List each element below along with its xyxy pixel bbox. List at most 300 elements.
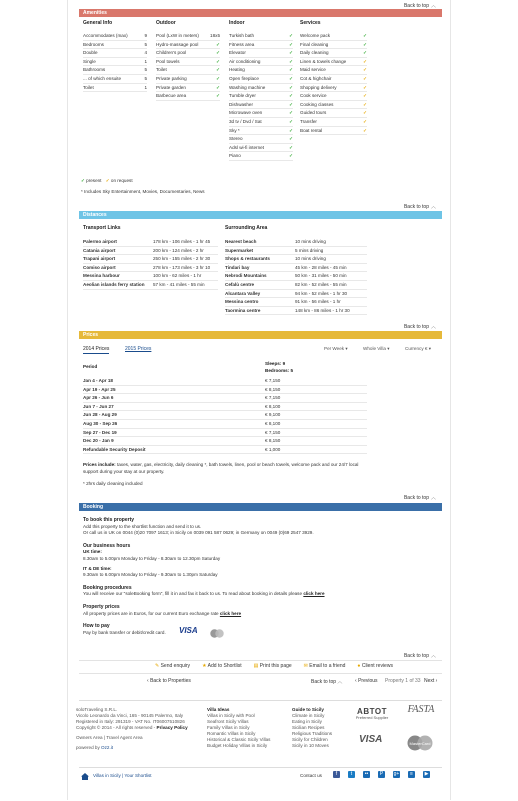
indoor-row (229, 152, 293, 161)
check-icon: ✓ (363, 93, 367, 99)
villa-ideas-link[interactable]: Budget Holiday Villas in Sicily (207, 743, 268, 748)
general-info-row-label: Double (83, 50, 98, 56)
back-to-top-pager[interactable] (311, 678, 342, 685)
villa-ideas-link[interactable]: Villas in Sicily with Pool (207, 713, 255, 718)
speech-bubble-icon: ● (357, 663, 361, 669)
indoor-header: Indoor (229, 20, 245, 26)
check-icon: ✓ (363, 50, 367, 56)
price-period: Jun 7 - Jun 27 (83, 403, 114, 409)
star-icon: ★ (202, 663, 207, 669)
general-info-row (83, 58, 147, 67)
price-value: € 8,150 (265, 386, 281, 392)
previous-link[interactable] (355, 678, 378, 684)
fasta-logo (401, 704, 441, 715)
check-icon: ✓ (216, 41, 220, 47)
sleeps-label: Sleeps: 9 (265, 361, 286, 366)
print-icon: ▤ (253, 663, 259, 669)
villa-ideas-link[interactable]: Romantic Villas in Sicily (207, 731, 256, 736)
indoor-row-label: Air conditioning (229, 58, 261, 64)
footer-visa-logo: VISA (359, 734, 383, 745)
transport-row-value: 278 km - 173 miles - 3 hr 10 (153, 264, 211, 270)
legend-present: present (86, 178, 102, 183)
guide-heading: Guide to Sicily (292, 707, 324, 712)
present-check-icon: ✓ (81, 178, 85, 183)
twitter-icon[interactable]: t (348, 771, 355, 778)
indoor-row (229, 135, 293, 144)
general-info-row (83, 84, 147, 93)
indoor-row-label: Heating (229, 67, 245, 73)
outdoor-row (156, 49, 220, 58)
villa-ideas-link[interactable]: Seafront Sicily Villas (207, 719, 249, 724)
surrounding-row-label: Supermarket (225, 247, 254, 253)
general-info-row (83, 49, 147, 58)
surrounding-row-value: 148 km - 86 miles - 1 hr 30 (295, 307, 350, 313)
outdoor-row-label: Private parking (156, 75, 187, 81)
general-info-row-value: 1 (144, 84, 147, 90)
outdoor-row (156, 41, 220, 50)
booking-header (79, 503, 442, 511)
general-info-row-label: Bedrooms (83, 41, 104, 47)
check-icon: ✓ (363, 101, 367, 107)
per-week-select[interactable] (324, 346, 348, 352)
back-to-top-label[interactable]: Back to top (403, 3, 429, 9)
procedures-click-here-link[interactable]: click here (303, 591, 325, 597)
back-to-top-label[interactable]: Back to top (403, 324, 429, 330)
book-text-1: Add this property to the shortlist function and send it to us. (83, 523, 202, 529)
back-to-top-label[interactable]: Back to top (403, 495, 429, 501)
price-period: Aug 30 - Sep 26 (83, 420, 118, 426)
services-column (300, 20, 367, 135)
chevron-right-icon: › (435, 678, 438, 684)
price-value: € 8,150 (265, 438, 281, 444)
price-value: € 8,100 (265, 403, 281, 409)
check-icon: ✓ (289, 144, 293, 150)
check-icon: ✓ (289, 136, 293, 142)
prices-includes (79, 462, 442, 492)
check-icon: ✓ (363, 33, 367, 38)
guide-link[interactable]: Sicily in 10 Moves (292, 743, 329, 748)
email-friend-button[interactable] (304, 663, 346, 669)
services-row (300, 32, 367, 41)
fasta-name: FASTA (407, 704, 435, 715)
chevron-up-icon: ︿ (430, 324, 436, 330)
services-row (300, 101, 367, 110)
indoor-row (229, 127, 293, 136)
general-info-column (83, 20, 147, 92)
general-info-row-label: Bathrooms (83, 67, 106, 73)
indoor-row-label: Adsl wi-fi internet (229, 144, 264, 150)
check-icon: ✓ (289, 127, 293, 133)
chevron-up-icon: ︿ (430, 653, 436, 659)
surrounding-row-label: Alcantara Valley (225, 290, 261, 296)
distances-table (79, 225, 442, 320)
book-heading: To book this property (83, 517, 135, 523)
general-info-row-label: ... of which ensuite (83, 75, 122, 81)
indoor-row-label: Turkish bath (229, 33, 255, 38)
indoor-row (229, 32, 293, 41)
general-info-row-label: Toilet (83, 84, 94, 90)
guide-link[interactable]: Religious Traditions (292, 731, 333, 736)
prices-header (79, 331, 442, 339)
surrounding-row-value: 91 km - 56 miles - 1 hr (295, 299, 341, 305)
chevron-up-icon: ︿ (337, 679, 343, 685)
outdoor-row-value: 18x5 (210, 33, 220, 38)
outdoor-row (156, 75, 220, 84)
check-icon: ✓ (363, 41, 367, 47)
footer (76, 700, 442, 801)
back-to-top-label: Back to top (311, 679, 337, 685)
chevron-left-icon: ‹ (147, 678, 149, 684)
outdoor-row-label: Hydro-massage pool (156, 41, 199, 47)
how-to-pay-heading: How to pay (83, 623, 110, 630)
back-to-properties-link[interactable] (147, 678, 191, 684)
price-row (83, 394, 367, 403)
check-icon: ✓ (289, 75, 293, 81)
chevron-down-icon: ▾ (387, 346, 390, 351)
actions-bar (79, 660, 442, 674)
surrounding-row (225, 298, 367, 307)
outdoor-row-label: Barbecue area (156, 93, 187, 99)
amenities-title: Amenities (83, 10, 107, 16)
send-enquiry-button[interactable] (155, 663, 190, 669)
services-row (300, 109, 367, 118)
general-info-row (83, 75, 147, 84)
surrounding-row-value: 5 mins driving (295, 247, 324, 253)
surrounding-row-label: Tindari bay (225, 264, 250, 270)
services-row (300, 118, 367, 127)
currency-label: Currency € (405, 346, 428, 351)
indoor-row-label: Washing machine (229, 84, 266, 90)
bottom-nav-links[interactable]: Villas in Sicily | Your Shortlist (93, 773, 152, 778)
price-row (83, 411, 367, 420)
services-row-label: Boat rental (300, 127, 323, 133)
back-to-top-label[interactable]: Back to top (403, 653, 429, 659)
pinterest-icon[interactable]: P (379, 771, 384, 777)
rss-icon[interactable]: ≡ (408, 771, 415, 778)
transport-row (83, 264, 218, 273)
transport-row-value: 178 km - 106 miles - 1 hr 45 (153, 239, 211, 244)
transport-row-label: Messina harbour (83, 273, 120, 279)
services-row-label: Daily cleaning (300, 50, 329, 56)
indoor-row (229, 75, 293, 84)
services-row (300, 127, 367, 136)
surrounding-row (225, 290, 367, 299)
check-icon: ✓ (289, 110, 293, 116)
whole-villa-label: Whole Villa (363, 346, 386, 351)
surrounding-row-value: 82 km - 52 miles - 55 min (295, 281, 347, 287)
transport-row-label: Palermo airport (83, 239, 117, 244)
surrounding-row (225, 238, 367, 247)
check-icon: ✓ (363, 127, 367, 133)
surrounding-row (225, 255, 367, 264)
services-row (300, 41, 367, 50)
indoor-row (229, 41, 293, 50)
back-to-top-label[interactable]: Back to top (403, 204, 429, 210)
prices-controls (79, 343, 442, 355)
it-hours: 9.30am to 6.00pm Monday to Friday - 9.30am to 1.30pm Saturday (83, 572, 218, 578)
next-link[interactable] (424, 678, 437, 684)
chevron-down-icon: ▾ (428, 346, 432, 351)
tab-2015-prices[interactable]: 2015 Prices (125, 346, 152, 352)
includes-label: Prices include: (83, 462, 116, 467)
previous-label: Previous (358, 678, 378, 684)
check-icon: ✓ (289, 41, 293, 47)
check-icon: ✓ (363, 84, 367, 90)
price-row (83, 386, 367, 395)
services-row-label: Cook service (300, 93, 327, 99)
general-info-row (83, 32, 147, 41)
transport-row-value: 200 km - 124 miles - 2 hr (153, 247, 204, 253)
surrounding-row-label: Nearest beach (225, 239, 257, 244)
transport-links-header: Transport Links (83, 225, 121, 231)
indoor-row-label: Tumble dryer (229, 93, 256, 99)
price-row (83, 377, 367, 386)
how-to-pay-text: Pay by bank transfer or debit/credit card. (83, 629, 166, 635)
flickr-icon[interactable]: •• (364, 771, 369, 777)
uk-time-label: UK time: (83, 549, 102, 555)
outdoor-row (156, 84, 220, 93)
general-info-row-value: 4 (144, 50, 147, 56)
check-icon: ✓ (216, 75, 220, 81)
price-period: Dec 20 - Jan 9 (83, 438, 114, 444)
check-icon: ✓ (289, 101, 293, 107)
check-icon: ✓ (363, 67, 367, 73)
services-row (300, 92, 367, 101)
transport-row-value: 100 km - 62 miles - 1 hr (153, 273, 202, 279)
indoor-row-label: Piano (229, 153, 241, 159)
indoor-row (229, 118, 293, 127)
price-value: € 1,000 (265, 446, 281, 452)
check-icon: ✓ (289, 58, 293, 64)
outdoor-row (156, 66, 220, 75)
guide-link[interactable]: Eating in Sicily (292, 719, 322, 724)
surrounding-area (225, 225, 367, 315)
whole-villa-select[interactable] (363, 346, 390, 352)
general-info-row (83, 41, 147, 50)
currency-select[interactable] (405, 346, 431, 352)
guide-link[interactable]: Sicilian Recipes (292, 725, 325, 730)
google-plus-icon[interactable]: g+ (393, 771, 400, 777)
procedures-text: You will receive our "soleBooking form", fill it in and fax it back to us. To read about booking in details please (83, 591, 303, 597)
surrounding-row-label: Cefalù centre (225, 281, 255, 287)
guide-link[interactable]: Climate in Sicily (292, 713, 325, 718)
surrounding-row-label: Messina centro (225, 299, 259, 305)
villa-ideas-link[interactable]: Historical & Classic Sicily Villas (207, 737, 271, 742)
price-period: Jun 28 - Aug 29 (83, 412, 117, 418)
surrounding-row (225, 264, 367, 273)
price-period: Apr 26 - Jun 6 (83, 395, 114, 401)
outdoor-row-label: Pool towels (156, 58, 180, 64)
surrounding-row (225, 281, 367, 290)
indoor-row (229, 58, 293, 67)
powered-by-link[interactable]: Oz2.it (101, 745, 114, 750)
services-row-label: Shopping delivery (300, 84, 337, 90)
indoor-row-label: Open fireplace (229, 75, 259, 81)
check-icon: ✓ (363, 118, 367, 124)
check-icon: ✓ (216, 58, 220, 64)
prices-title: Prices (83, 332, 99, 338)
hours-heading: Our business hours (83, 542, 131, 549)
indoor-row (229, 84, 293, 93)
surrounding-row (225, 307, 367, 316)
price-period: Refundable Security Deposit (83, 446, 146, 452)
check-icon: ✓ (363, 75, 367, 81)
print-page-label: Print this page (259, 663, 292, 669)
chevron-up-icon: ︿ (430, 204, 436, 210)
services-row-label: Guided tours (300, 110, 327, 116)
indoor-row (229, 92, 293, 101)
procedures-heading: Booking procedures (83, 584, 132, 591)
general-info-header: General Info (83, 20, 113, 26)
outdoor-row (156, 58, 220, 67)
surrounding-row-label: Shops & restaurants (225, 256, 270, 262)
facebook-icon[interactable]: f (333, 771, 340, 778)
back-to-top-distances[interactable] (79, 203, 442, 211)
villa-ideas-link[interactable]: Family Villas in Sicily (207, 725, 250, 730)
home-icon[interactable] (81, 773, 89, 781)
indoor-row-label: Elevator (229, 50, 246, 56)
it-time-label: IT & DE time: (83, 565, 112, 571)
check-icon: ✓ (216, 84, 220, 90)
surrounding-area-header: Surrounding Area (225, 225, 268, 231)
back-to-top-prices[interactable] (79, 323, 442, 331)
check-icon: ✓ (289, 93, 293, 99)
check-icon: ✓ (289, 50, 293, 56)
property-prices-heading: Property prices (83, 603, 120, 610)
pencil-icon: ✎ (155, 663, 160, 669)
chevron-up-icon: ︿ (430, 3, 436, 9)
price-value: € 9,100 (265, 412, 281, 418)
add-shortlist-button[interactable] (202, 663, 242, 669)
back-to-top-actions[interactable] (79, 652, 442, 660)
indoor-row-label: Sky * (229, 127, 240, 133)
outdoor-row (156, 32, 220, 41)
footer-company (76, 707, 206, 751)
privacy-policy-link[interactable]: Privacy Policy (156, 725, 188, 730)
indoor-row (229, 109, 293, 118)
transport-row (83, 272, 218, 281)
general-info-row-value: 9 (144, 33, 147, 38)
price-row (83, 429, 367, 438)
check-icon: ✓ (216, 50, 220, 56)
includes-text: taxes, water, gas, electricity, daily cleaning *, bath towels, linen, pool or beach towels, welcome pack and our 24/7 local support during your stay at our property. (83, 462, 359, 474)
owners-travel-agent-links[interactable]: Owners Area | Travel Agent Area (76, 735, 143, 740)
abtot-name: ABTOT (357, 707, 387, 716)
surrounding-row-value: 10 mins driving (295, 256, 326, 262)
services-row-label: Cot & highchair (300, 75, 332, 81)
price-row (83, 446, 367, 455)
services-row-label: Cooking classes (300, 101, 334, 107)
client-reviews-button[interactable] (357, 663, 393, 669)
indoor-row-label: 3d tv / Dvd / Sat (229, 118, 262, 124)
price-row (83, 437, 367, 446)
services-row-label: Linen & towels change (300, 58, 347, 64)
surrounding-row-value: 94 km - 52 miles - 1 hr 30 (295, 290, 348, 296)
transport-row-label: Comiso airport (83, 264, 116, 270)
client-reviews-label: Client reviews (361, 663, 393, 669)
property-prices-text: All property prices are in Euros, for our current Euro exchange rate (83, 610, 219, 616)
chevron-up-icon: ︿ (430, 495, 436, 501)
check-icon: ✓ (289, 118, 293, 124)
services-header: Services (300, 20, 321, 26)
distances-title: Distances (83, 212, 107, 218)
price-period: Jan 4 - Apr 18 (83, 378, 113, 383)
price-period: Sep 27 - Dec 19 (83, 429, 117, 435)
print-page-button[interactable] (254, 663, 292, 669)
pager (79, 678, 442, 688)
company-address: Vicolo Leonardo da Vinci, 165 - 90145 Palermo, Italy (76, 713, 184, 718)
company-copyright: Copyright © 2014 - All rights reserved - (76, 725, 156, 730)
general-info-row-value: 5 (144, 41, 147, 47)
request-check-icon: ✓ (105, 178, 110, 183)
services-row (300, 49, 367, 58)
exchange-rate-click-here-link[interactable]: click here (219, 610, 242, 616)
transport-links (83, 225, 218, 290)
tab-2014-prices[interactable]: 2014 Prices (83, 346, 110, 352)
outdoor-header: Outdoor (156, 20, 176, 26)
price-value: € 7,150 (265, 395, 281, 401)
chevron-down-icon: ▾ (345, 346, 348, 351)
mail-icon: ✉ (303, 663, 308, 669)
send-enquiry-label: Send enquiry (160, 663, 191, 669)
general-info-row-value: 5 (144, 75, 147, 81)
price-value: € 7,150 (265, 429, 281, 435)
services-row (300, 58, 367, 67)
svg-text:MasterCard: MasterCard (409, 741, 431, 746)
period-header: Period (83, 364, 98, 369)
abtot-logo (349, 709, 395, 721)
general-info-row (83, 66, 147, 75)
bedrooms-label: Bedrooms: 5 (265, 368, 294, 373)
price-period: Apr 19 - Apr 25 (83, 386, 116, 392)
general-info-row-label: Accommodates (max) (83, 33, 128, 38)
prices-table (79, 361, 442, 461)
indoor-column (229, 20, 293, 161)
mastercard-logo (209, 629, 225, 641)
surrounding-row (225, 272, 367, 281)
contact-us-link[interactable]: Contact us (300, 773, 322, 778)
services-row-label: Maid service (300, 67, 326, 73)
services-row-label: Final cleaning (300, 41, 329, 47)
outdoor-row-label: Pool (LxW in meters) (156, 33, 199, 38)
villa-ideas (207, 707, 292, 749)
transport-row (83, 238, 218, 247)
services-row (300, 75, 367, 84)
outdoor-row-label: Children's pool (156, 50, 187, 56)
add-shortlist-label: Add to Shortlist (207, 663, 242, 669)
surrounding-row-label: Taormina centre (225, 307, 261, 313)
indoor-row (229, 49, 293, 58)
bottom-bar (79, 767, 442, 784)
indoor-row (229, 144, 293, 153)
indoor-row-label: Stereo (229, 136, 243, 142)
youtube-icon[interactable]: ▶ (424, 771, 429, 777)
indoor-row-label: Dishwasher (229, 101, 253, 107)
guide-link[interactable]: Sicily for Children (292, 737, 328, 742)
chevron-left-icon: ‹ (355, 678, 357, 684)
check-icon: ✓ (289, 67, 293, 73)
back-to-top-booking[interactable] (79, 494, 442, 502)
transport-row (83, 255, 218, 264)
powered-by-label: powered by (76, 745, 100, 750)
distances-header (79, 211, 442, 219)
amenities-header (79, 9, 442, 17)
surrounding-row-label: Nebrodi Mountains (225, 273, 267, 279)
services-row-label: Welcome pack (300, 33, 331, 38)
next-label: Next (424, 678, 435, 684)
surrounding-row (225, 247, 367, 256)
check-icon: ✓ (289, 153, 293, 159)
